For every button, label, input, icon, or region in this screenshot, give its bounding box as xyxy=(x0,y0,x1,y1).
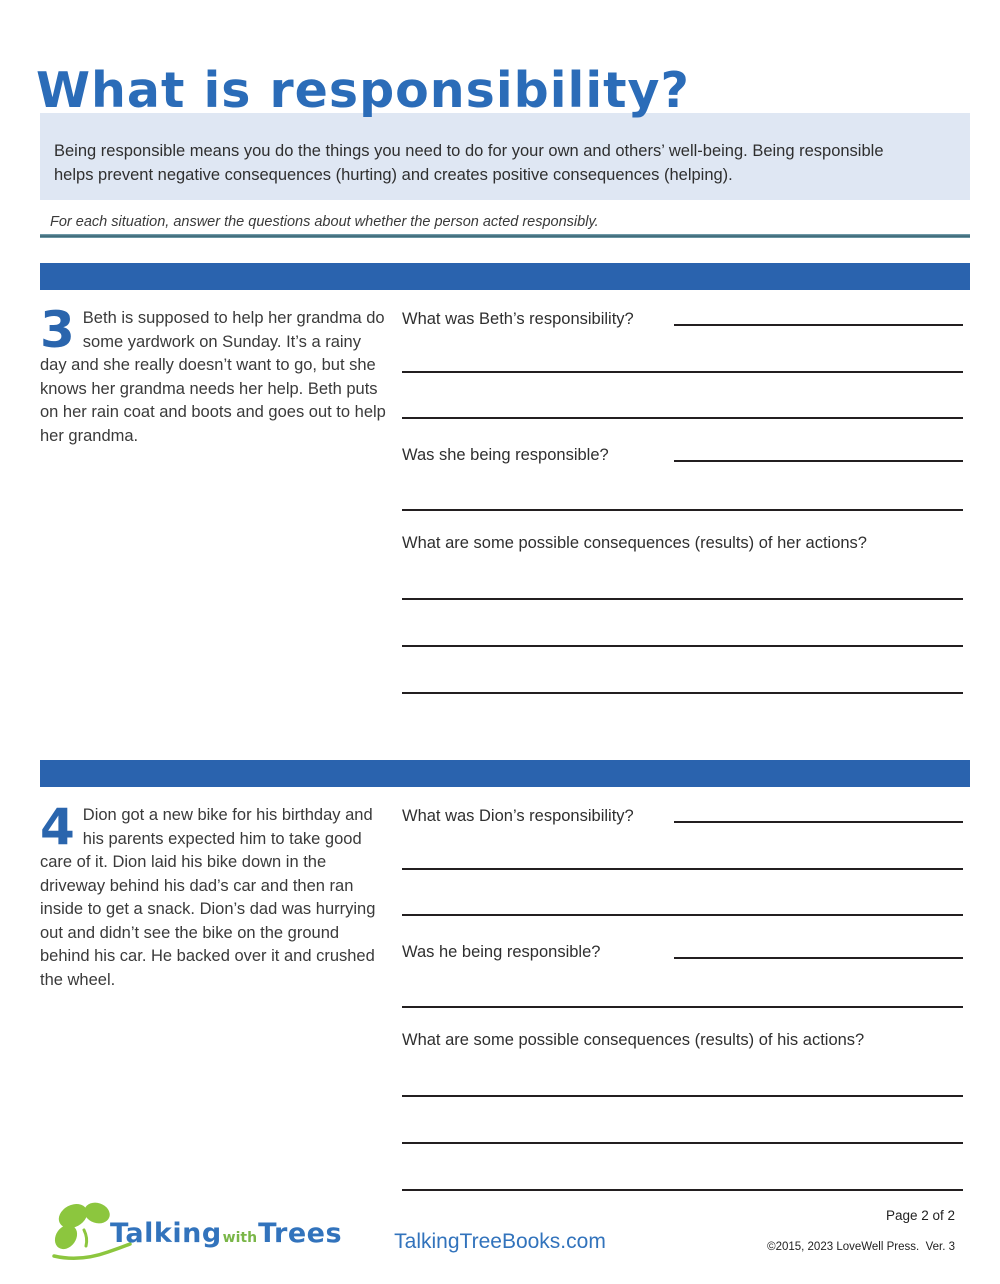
section-3-story-column xyxy=(40,301,392,694)
section-4-header-bar xyxy=(40,760,970,787)
answer-blank xyxy=(402,465,963,511)
answer-blank xyxy=(674,310,963,326)
section-4-question-1: What was Dion’s responsibility? xyxy=(402,807,634,825)
page-title: What is responsibility? xyxy=(36,62,690,119)
section-3-story-text: Beth is supposed to help her grandma do some yardwork on Sunday. It’s a rainy day and she really doesn’t want to go, but she knows her grandma needs her help. Beth puts on her rain coat and boots and goes out to help her grandma. xyxy=(40,309,386,445)
answer-blank xyxy=(402,647,963,694)
section-4-questions-column xyxy=(402,804,970,1191)
answer-blank xyxy=(402,1097,963,1144)
section-4 xyxy=(40,760,970,1191)
section-3-questions-column xyxy=(402,307,970,694)
section-3-header-bar xyxy=(40,263,970,290)
logo-word-with: with xyxy=(222,1229,258,1246)
section-3-question-2: Was she being responsible? xyxy=(402,446,609,464)
answer-blank xyxy=(402,1053,963,1097)
section-3-question-1: What was Beth’s responsibility? xyxy=(402,310,634,328)
section-3-number: 3 xyxy=(40,301,75,359)
answer-blank xyxy=(402,870,963,916)
copyright-text: ©2015, 2023 LoveWell Press. Ver. 3 xyxy=(767,1241,955,1253)
page-number: Page 2 of 2 xyxy=(885,1208,955,1223)
answer-blank xyxy=(674,446,963,462)
logo-word-trees: Trees xyxy=(258,1217,343,1249)
section-3-question-3: What are some possible consequences (results) of her actions? xyxy=(402,534,867,552)
answer-blank xyxy=(674,807,963,823)
intro-box xyxy=(40,113,970,200)
intro-text: Being responsible means you do the things you need to do for your own and others’ well-being. Being responsible helps prevent negative consequences (hurting) and creates positive consequences (helping). xyxy=(54,142,884,184)
answer-blank xyxy=(402,600,963,647)
section-4-question-3: What are some possible consequences (results) of his actions? xyxy=(402,1031,865,1049)
answer-blank xyxy=(402,556,963,600)
logo-word-talking: Talking xyxy=(110,1217,222,1249)
answer-blank xyxy=(402,826,963,870)
divider-rule xyxy=(40,234,970,238)
answer-blank xyxy=(402,373,963,419)
section-4-story-text: Dion got a new bike for his birthday and his parents expected him to take good care of it. Dion laid his bike down in the driveway behind his dad’s car and then ran inside to get a snack. Dion’s dad was hurrying out and didn’t see the bike on the ground behind his car. He backed over it and crushed the wheel. xyxy=(40,806,376,989)
section-4-number: 4 xyxy=(40,798,75,856)
section-3 xyxy=(40,263,970,694)
answer-blank xyxy=(674,943,963,959)
answer-blank xyxy=(402,329,963,373)
instruction-text: For each situation, answer the questions about whether the person acted responsibly. xyxy=(50,214,599,230)
answer-blank xyxy=(402,1144,963,1191)
website-link[interactable]: TalkingTreeBooks.com xyxy=(394,1230,606,1253)
answer-blank xyxy=(402,962,963,1008)
section-4-story-column xyxy=(40,798,392,1191)
section-4-question-2: Was he being responsible? xyxy=(402,943,601,961)
